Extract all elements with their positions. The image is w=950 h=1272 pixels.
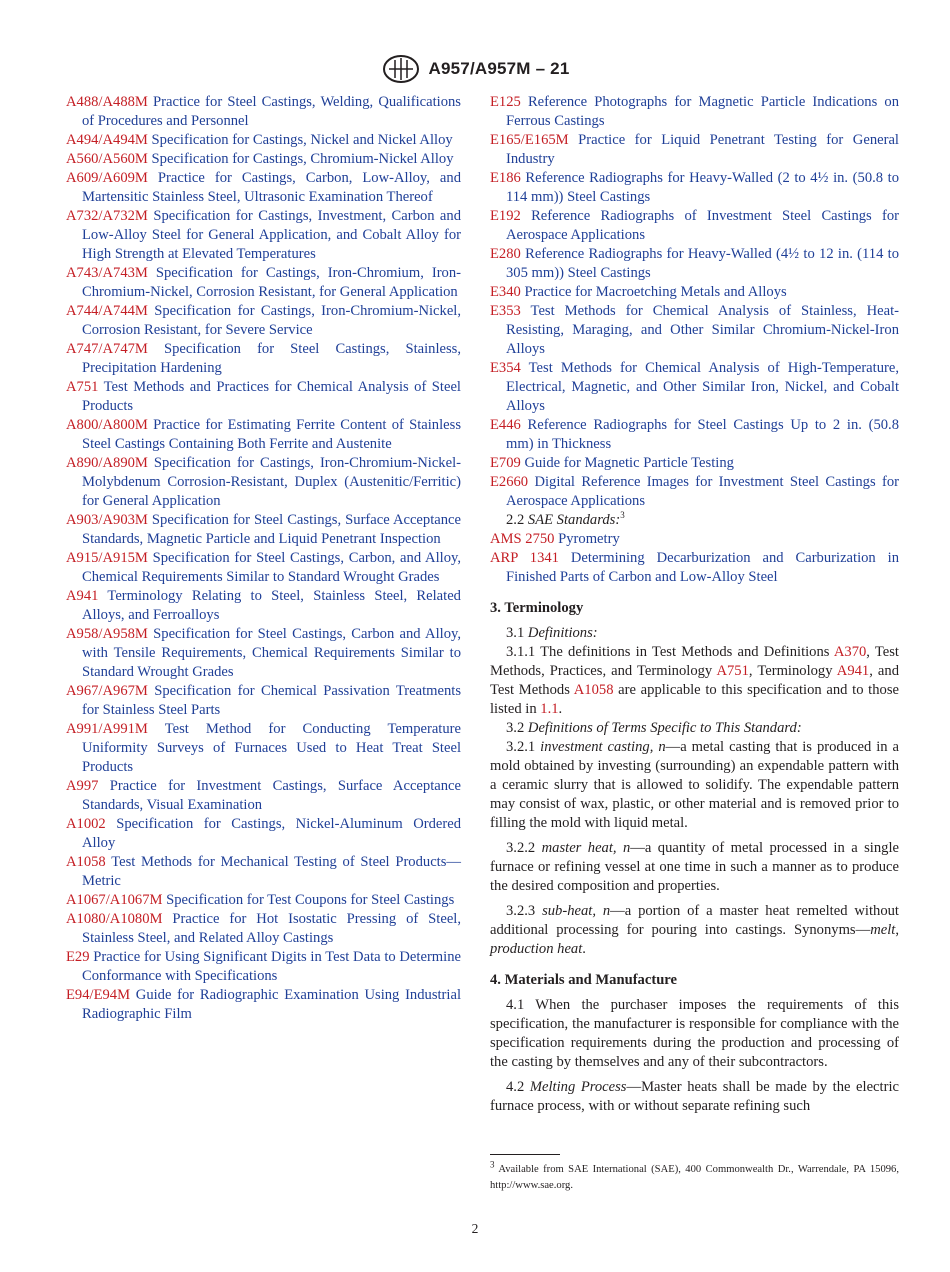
- para-3-1: 3.1 Definitions:: [506, 625, 598, 641]
- para-3-2-1: 3.2.1 investment casting, n—a metal casting that is produced in a mold obtained by investing (surrounding) an expendable pattern with a ceramic slurry that is allowed to solidify. The expendable pattern may consist of wax, plastic, or other material and is removed prior to filling the mold with liquid metal.: [490, 739, 900, 831]
- link-a751[interactable]: A751: [716, 663, 749, 679]
- reference-code-link[interactable]: A958/A958M: [66, 626, 148, 642]
- sae-reference-list: [490, 530, 899, 587]
- reference-code-link[interactable]: A997: [66, 778, 99, 794]
- reference-code-link[interactable]: A747/A747M: [66, 341, 148, 357]
- reference-item: [490, 245, 899, 283]
- reference-title-link[interactable]: Practice for Castings, Carbon, Low-Alloy, and Martensitic Stainless Steel, Ultrasonic Examination Thereof: [82, 170, 461, 205]
- reference-item: [66, 264, 461, 302]
- link-a1058[interactable]: A1058: [573, 682, 614, 698]
- reference-code-link[interactable]: A488/A488M: [66, 94, 148, 110]
- reference-item: [490, 93, 899, 131]
- reference-item: [66, 948, 461, 986]
- para-3-2-3: 3.2.3 sub-heat, n—a portion of a master heat remelted without additional processing for pouring into castings. Synonyms—melt, production heat.: [490, 903, 899, 957]
- reference-title-link[interactable]: Digital Reference Images for Investment Steel Castings for Aerospace Applications: [506, 474, 899, 509]
- reference-item: [490, 283, 899, 302]
- reference-title-link[interactable]: Guide for Radiographic Examination Using Industrial Radiographic Film: [82, 987, 461, 1022]
- reference-item: [66, 910, 461, 948]
- reference-title-link[interactable]: Guide for Magnetic Particle Testing: [524, 455, 734, 471]
- reference-code-link[interactable]: E94/E94M: [66, 987, 131, 1003]
- reference-code-link[interactable]: E29: [66, 949, 90, 965]
- reference-title-link[interactable]: Determining Decarburization and Carburization in Finished Parts of Carbon and Low-Alloy Steel: [506, 550, 899, 585]
- reference-code-link[interactable]: A743/A743M: [66, 265, 148, 281]
- reference-code-link[interactable]: A494/A494M: [66, 132, 148, 148]
- reference-item: [66, 587, 461, 625]
- reference-item: [66, 815, 461, 853]
- reference-code-link[interactable]: A1058: [66, 854, 106, 870]
- reference-item: [490, 473, 899, 511]
- reference-item: [66, 131, 461, 150]
- reference-title-link[interactable]: Specification for Steel Castings, Surface Acceptance Standards, Magnetic Particle and Liquid Penetrant Inspection: [82, 512, 461, 547]
- reference-title-link[interactable]: Test Methods for Mechanical Testing of Steel Products—Metric: [82, 854, 462, 889]
- astm-reference-list: [490, 93, 899, 511]
- reference-code-link[interactable]: AMS 2750: [490, 531, 555, 547]
- reference-title-link[interactable]: Practice for Investment Castings, Surface Acceptance Standards, Visual Examination: [82, 778, 461, 813]
- reference-item: [490, 359, 899, 416]
- reference-title-link[interactable]: Specification for Steel Castings, Carbon and Alloy, with Tensile Requirements, Chemical Requirements Similar to Standard Wrought Grades: [82, 626, 461, 680]
- footnote: $^3$ Available from SAE International (SAE), 400 Commonwealth Dr., Warrendale, PA 15096, http://www.sae.org.: [490, 1159, 899, 1191]
- reference-item: [66, 340, 461, 378]
- reference-title-link[interactable]: Specification for Castings, Iron-Chromium-Nickel, Corrosion Resistant, for Severe Service: [82, 303, 461, 338]
- reference-code-link[interactable]: E165/E165M: [490, 132, 569, 148]
- reference-code-link[interactable]: A732/A732M: [66, 208, 148, 224]
- reference-item: [66, 207, 461, 264]
- reference-item: [66, 625, 461, 682]
- para-3-1-1: 3.1.1 The definitions in Test Methods and Definitions A370, Test Methods, Practices, and Terminology A751, Terminology A941, and Test Methods A1058 are applicable to this specification and to those listed in 1.1.: [490, 644, 899, 717]
- reference-title-link[interactable]: Specification for Steel Castings, Stainless, Precipitation Hardening: [82, 341, 461, 376]
- reference-title-link[interactable]: Specification for Castings, Investment, Carbon and Low-Alloy Steel for General Application, and Cobalt Alloy for High Strength at Elevated Temperatures: [82, 208, 462, 262]
- reference-code-link[interactable]: A890/A890M: [66, 455, 148, 471]
- reference-title-link[interactable]: Reference Radiographs for Heavy-Walled (2 to 4½ in. (50.8 to 114 mm)) Steel Castings: [506, 170, 900, 205]
- reference-title-link[interactable]: Specification for Castings, Nickel and Nickel Alloy: [151, 132, 453, 148]
- reference-code-link[interactable]: A967/A967M: [66, 683, 148, 699]
- reference-title-link[interactable]: Practice for Using Significant Digits in Test Data to Determine Conformance with Specifications: [82, 949, 461, 984]
- page-number: 2: [471, 1221, 479, 1236]
- reference-item: [66, 511, 461, 549]
- reference-code-link[interactable]: E280: [490, 246, 521, 262]
- sae-standards-heading: 2.2 SAE Standards:$^3$: [506, 510, 625, 528]
- reference-code-link[interactable]: ARP 1341: [490, 550, 559, 566]
- reference-code-link[interactable]: E709: [490, 455, 521, 471]
- right-column: [490, 93, 899, 1116]
- reference-code-link[interactable]: E125: [490, 94, 521, 110]
- link-a941[interactable]: A941: [836, 663, 870, 679]
- reference-item: [66, 169, 461, 207]
- reference-title-link[interactable]: Test Methods for Chemical Analysis of High-Temperature, Electrical, Magnetic, and Other Similar Iron, Nickel, and Cobalt Alloys: [506, 360, 899, 414]
- reference-code-link[interactable]: A1080/A1080M: [66, 911, 163, 927]
- reference-code-link[interactable]: A800/A800M: [66, 417, 148, 433]
- reference-code-link[interactable]: E192: [490, 208, 521, 224]
- reference-title-link[interactable]: Test Methods and Practices for Chemical Analysis of Steel Products: [82, 379, 461, 414]
- reference-item: [490, 530, 899, 549]
- reference-title-link[interactable]: Pyrometry: [558, 531, 620, 547]
- para-4-2: 4.2 Melting Process—Master heats shall be made by the electric furnace process, with or without separate refining such: [490, 1079, 899, 1114]
- reference-title-link[interactable]: Practice for Steel Castings, Welding, Qualifications of Procedures and Personnel: [82, 94, 461, 129]
- reference-title-link[interactable]: Reference Photographs for Magnetic Particle Indications on Ferrous Castings: [506, 94, 899, 129]
- reference-code-link[interactable]: A915/A915M: [66, 550, 148, 566]
- link-a370[interactable]: A370: [833, 644, 867, 660]
- reference-item: [490, 454, 899, 473]
- terminology-heading: 3. Terminology: [490, 600, 584, 616]
- reference-title-link[interactable]: Specification for Test Coupons for Steel Castings: [166, 892, 455, 908]
- reference-item: [66, 891, 461, 910]
- reference-title-link[interactable]: Specification for Castings, Chromium-Nickel Alloy: [151, 151, 454, 167]
- standard-designation: A957/A957M – 21: [428, 59, 570, 78]
- reference-code-link[interactable]: A609/A609M: [66, 170, 148, 186]
- para-3-2: 3.2 Definitions of Terms Specific to This Standard:: [506, 720, 802, 736]
- para-4-1: 4.1 When the purchaser imposes the requirements of this specification, the manufacturer is responsible for compliance with the specification requirements during the production and processing of the casting by themselves and any of their subcontractors.: [490, 997, 899, 1070]
- reference-code-link[interactable]: E340: [490, 284, 521, 300]
- reference-item: [490, 207, 899, 245]
- reference-item: [66, 378, 461, 416]
- reference-title-link[interactable]: Practice for Macroetching Metals and Alloys: [524, 284, 787, 300]
- footnote-divider: [490, 1154, 560, 1155]
- reference-item: [490, 416, 899, 454]
- reference-item: [66, 416, 461, 454]
- reference-code-link[interactable]: A941: [66, 588, 99, 604]
- page-header: [0, 52, 950, 86]
- reference-title-link[interactable]: Specification for Castings, Iron-Chromium, Iron-Chromium-Nickel, Corrosion Resistant, for General Application: [82, 265, 462, 300]
- reference-title-link[interactable]: Practice for Hot Isostatic Pressing of Steel, Stainless Steel, and Related Alloy Castings: [82, 911, 461, 946]
- link-section-1-1[interactable]: 1.1: [540, 701, 559, 717]
- reference-item: [490, 302, 899, 359]
- reference-title-link[interactable]: Specification for Castings, Nickel-Aluminum Ordered Alloy: [82, 816, 461, 851]
- reference-title-link[interactable]: Terminology Relating to Steel, Stainless Steel, Related Alloys, and Ferroalloys: [82, 588, 461, 623]
- reference-item: [66, 302, 461, 340]
- reference-code-link[interactable]: E2660: [490, 474, 529, 490]
- reference-code-link[interactable]: E354: [490, 360, 521, 376]
- reference-title-link[interactable]: Reference Radiographs for Steel Castings Up to 2 in. (50.8 mm) in Thickness: [506, 417, 900, 452]
- reference-title-link[interactable]: Specification for Chemical Passivation Treatments for Stainless Steel Parts: [82, 683, 461, 718]
- reference-item: [66, 720, 461, 777]
- footnote-marker: 3: [620, 510, 625, 521]
- reference-code-link[interactable]: E446: [490, 417, 521, 433]
- reference-title-link[interactable]: Specification for Castings, Iron-Chromium-Nickel-Molybdenum Corrosion-Resistant, Duplex (Austenitic/Ferritic) for General Application: [82, 455, 461, 509]
- reference-item: [66, 93, 461, 131]
- reference-item: [490, 549, 899, 587]
- reference-code-link[interactable]: A751: [66, 379, 99, 395]
- reference-title-link[interactable]: Practice for Estimating Ferrite Content of Stainless Steel Castings Containing Both Ferrite and Austenite: [82, 417, 461, 452]
- reference-code-link[interactable]: A903/A903M: [66, 512, 148, 528]
- reference-title-link[interactable]: Test Methods for Chemical Analysis of Stainless, Heat-Resisting, Maraging, and Other Similar Chromium-Nickel-Iron Alloys: [506, 303, 899, 357]
- reference-item: [66, 454, 461, 511]
- reference-title-link[interactable]: Specification for Steel Castings, Carbon, and Alloy, Chemical Requirements Similar to Standard Wrought Grades: [82, 550, 461, 585]
- reference-item: [490, 131, 899, 169]
- reference-item: [66, 986, 461, 1024]
- reference-item: [66, 549, 461, 587]
- reference-item: [66, 853, 461, 891]
- reference-code-link[interactable]: A744/A744M: [66, 303, 148, 319]
- reference-item: [66, 777, 461, 815]
- reference-item: [490, 169, 899, 207]
- reference-item: [66, 682, 461, 720]
- reference-item: [66, 150, 461, 169]
- astm-logo-icon: [381, 54, 421, 84]
- reference-title-link[interactable]: Reference Radiographs of Investment Steel Castings for Aerospace Applications: [506, 208, 899, 243]
- reference-code-link[interactable]: E353: [490, 303, 521, 319]
- reference-code-link[interactable]: A1067/A1067M: [66, 892, 163, 908]
- left-column: [66, 93, 461, 1024]
- para-3-2-2: 3.2.2 master heat, n—a quantity of metal processed in a single furnace or refining vessel at one time in such a manner as to produce the desired composition and properties.: [490, 840, 899, 894]
- reference-title-link[interactable]: Practice for Liquid Penetrant Testing for General Industry: [506, 132, 899, 167]
- reference-title-link[interactable]: Test Method for Conducting Temperature Uniformity Surveys of Furnaces Used to Heat Treat Steel Products: [82, 721, 461, 775]
- reference-title-link[interactable]: Reference Radiographs for Heavy-Walled (4½ to 12 in. (114 to 305 mm)) Steel Castings: [506, 246, 899, 281]
- reference-code-link[interactable]: A560/A560M: [66, 151, 148, 167]
- reference-code-link[interactable]: A991/A991M: [66, 721, 148, 737]
- reference-code-link[interactable]: A1002: [66, 816, 106, 832]
- materials-heading: 4. Materials and Manufacture: [490, 972, 677, 988]
- reference-code-link[interactable]: E186: [490, 170, 521, 186]
